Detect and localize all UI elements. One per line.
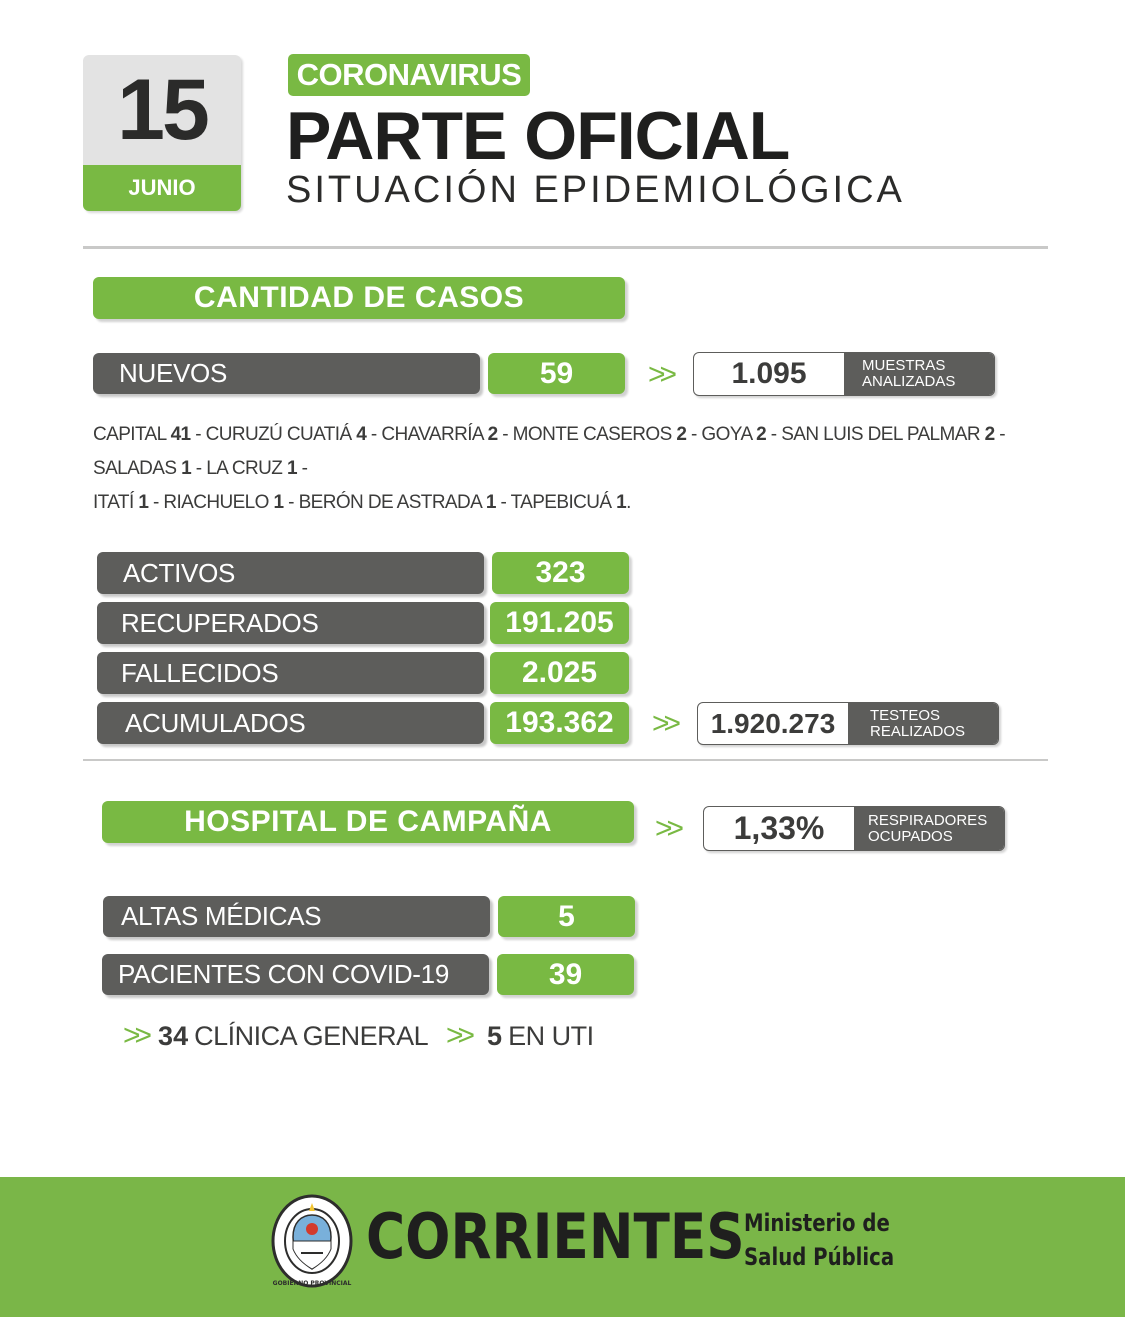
department-separator: - [191,458,207,479]
department-count: 4 [356,424,367,445]
testeos-pill [697,702,999,745]
ministry-line1: Ministerio de [744,1209,890,1237]
clinica-general-label: CLÍNICA GENERAL [194,1020,429,1051]
department-breakdown [93,418,1033,520]
respiradores-label-line2: OCUPADOS [868,827,953,845]
chevron-double-right-icon: >> [648,358,672,391]
activos-value: 323 [492,552,629,594]
page-title: PARTE OFICIAL [286,98,790,174]
department-list [93,418,1033,520]
department-count: 1 [616,492,627,513]
department-name: ITATÍ [93,492,134,513]
seal-svg [271,1193,353,1289]
respiradores-label-line1: RESPIRADORES [868,811,988,829]
department-name: BERÓN DE ASTRADA [298,492,482,513]
clinica-general-row [123,1016,428,1056]
fallecidos-value: 2.025 [490,652,629,694]
coronavirus-tag: CORONAVIRUS [288,54,530,96]
seal-text: GOBIERNO PROVINCIAL [272,1280,352,1287]
department-name: CAPITAL [93,424,166,445]
ministry-line2: Salud Pública [744,1243,895,1271]
department-item [163,492,298,513]
acumulados-value: 193.362 [490,702,629,744]
respiradores-value: 1,33% [733,810,825,846]
uti-label: EN UTI [508,1020,594,1051]
department-separator: - [766,424,782,445]
chevron-double-right-icon: >> [655,812,679,845]
pacientes-covid-value: 39 [497,954,634,995]
province-name: CORRIENTES [366,1200,745,1273]
department-item [93,424,206,445]
department-item [206,424,382,445]
department-item [93,492,163,513]
activos-label: ACTIVOS [97,552,484,594]
department-separator: - [994,424,1006,445]
department-item [513,424,702,445]
nuevos-label: NUEVOS [93,353,480,394]
date-badge [83,55,241,211]
department-separator: - [148,492,164,513]
department-separator: . [626,492,631,513]
acumulados-label: ACUMULADOS [97,702,484,744]
department-count: 1 [286,458,297,479]
department-item [93,458,206,479]
pacientes-covid-label: PACIENTES CON COVID-19 [102,954,489,995]
testeos-value: 1.920.273 [710,707,836,739]
department-separator: - [366,424,382,445]
altas-medicas-value: 5 [498,896,635,937]
department-name: MONTE CASEROS [512,424,672,445]
respiradores-label [854,807,1004,850]
department-count: 1 [138,492,149,513]
department-name: RIACHUELO [163,492,269,513]
date-month: JUNIO [83,165,241,211]
department-separator: - [495,492,511,513]
recuperados-label: RECUPERADOS [97,602,484,644]
testeos-label [848,703,998,744]
department-separator: - [296,458,308,479]
testeos-label-line2: REALIZADOS [870,722,966,740]
department-separator: - [283,492,299,513]
department-item [299,492,511,513]
nuevos-value: 59 [488,353,625,394]
department-name: CHAVARRÍA [381,424,483,445]
muestras-label-line1: MUESTRAS [862,357,946,374]
department-item [701,424,781,445]
date-day: 15 [117,61,207,158]
altas-medicas-label: ALTAS MÉDICAS [103,896,490,937]
department-count: 2 [487,424,498,445]
muestras-value: 1.095 [731,357,807,390]
department-count: 41 [170,424,191,445]
uti-value: 5 [487,1020,503,1051]
department-separator: - [190,424,206,445]
department-count: 2 [676,424,687,445]
page-subtitle: SITUACIÓN EPIDEMIOLÓGICA [286,169,905,211]
divider-middle [83,759,1048,761]
ministry-name [744,1206,895,1274]
chevron-double-right-icon: >> [123,1019,147,1052]
provincial-seal-icon [271,1193,353,1289]
muestras-label-line2: ANALIZADAS [862,373,956,390]
department-separator: - [497,424,513,445]
department-item [511,492,631,513]
section-cantidad-de-casos: CANTIDAD DE CASOS [93,277,625,319]
department-name: SALADAS [93,458,177,479]
department-item [781,424,1005,445]
department-item [381,424,512,445]
section-hospital-de-campana: HOSPITAL DE CAMPAÑA [102,801,634,843]
department-count: 1 [273,492,284,513]
department-separator: - [686,424,702,445]
department-name: TAPEBICUÁ [510,492,612,513]
department-count: 2 [984,424,995,445]
divider-top [83,246,1048,249]
fallecidos-label: FALLECIDOS [97,652,484,694]
department-count: 2 [756,424,767,445]
uti-row [446,1016,594,1056]
chevron-double-right-icon: >> [652,707,676,740]
department-count: 1 [485,492,496,513]
department-name: LA CRUZ [206,458,283,479]
respiradores-pill [703,806,1005,851]
recuperados-value: 191.205 [490,602,629,644]
department-item [206,458,307,479]
muestras-pill [693,352,995,396]
department-name: GOYA [701,424,752,445]
testeos-label-line1: TESTEOS [870,706,941,724]
department-name: CURUZÚ CUATIÁ [205,424,352,445]
chevron-double-right-icon: >> [446,1019,470,1052]
clinica-general-value: 34 [158,1020,189,1051]
department-name: SAN LUIS DEL PALMAR [781,424,980,445]
muestras-label [844,353,994,395]
department-count: 1 [181,458,192,479]
